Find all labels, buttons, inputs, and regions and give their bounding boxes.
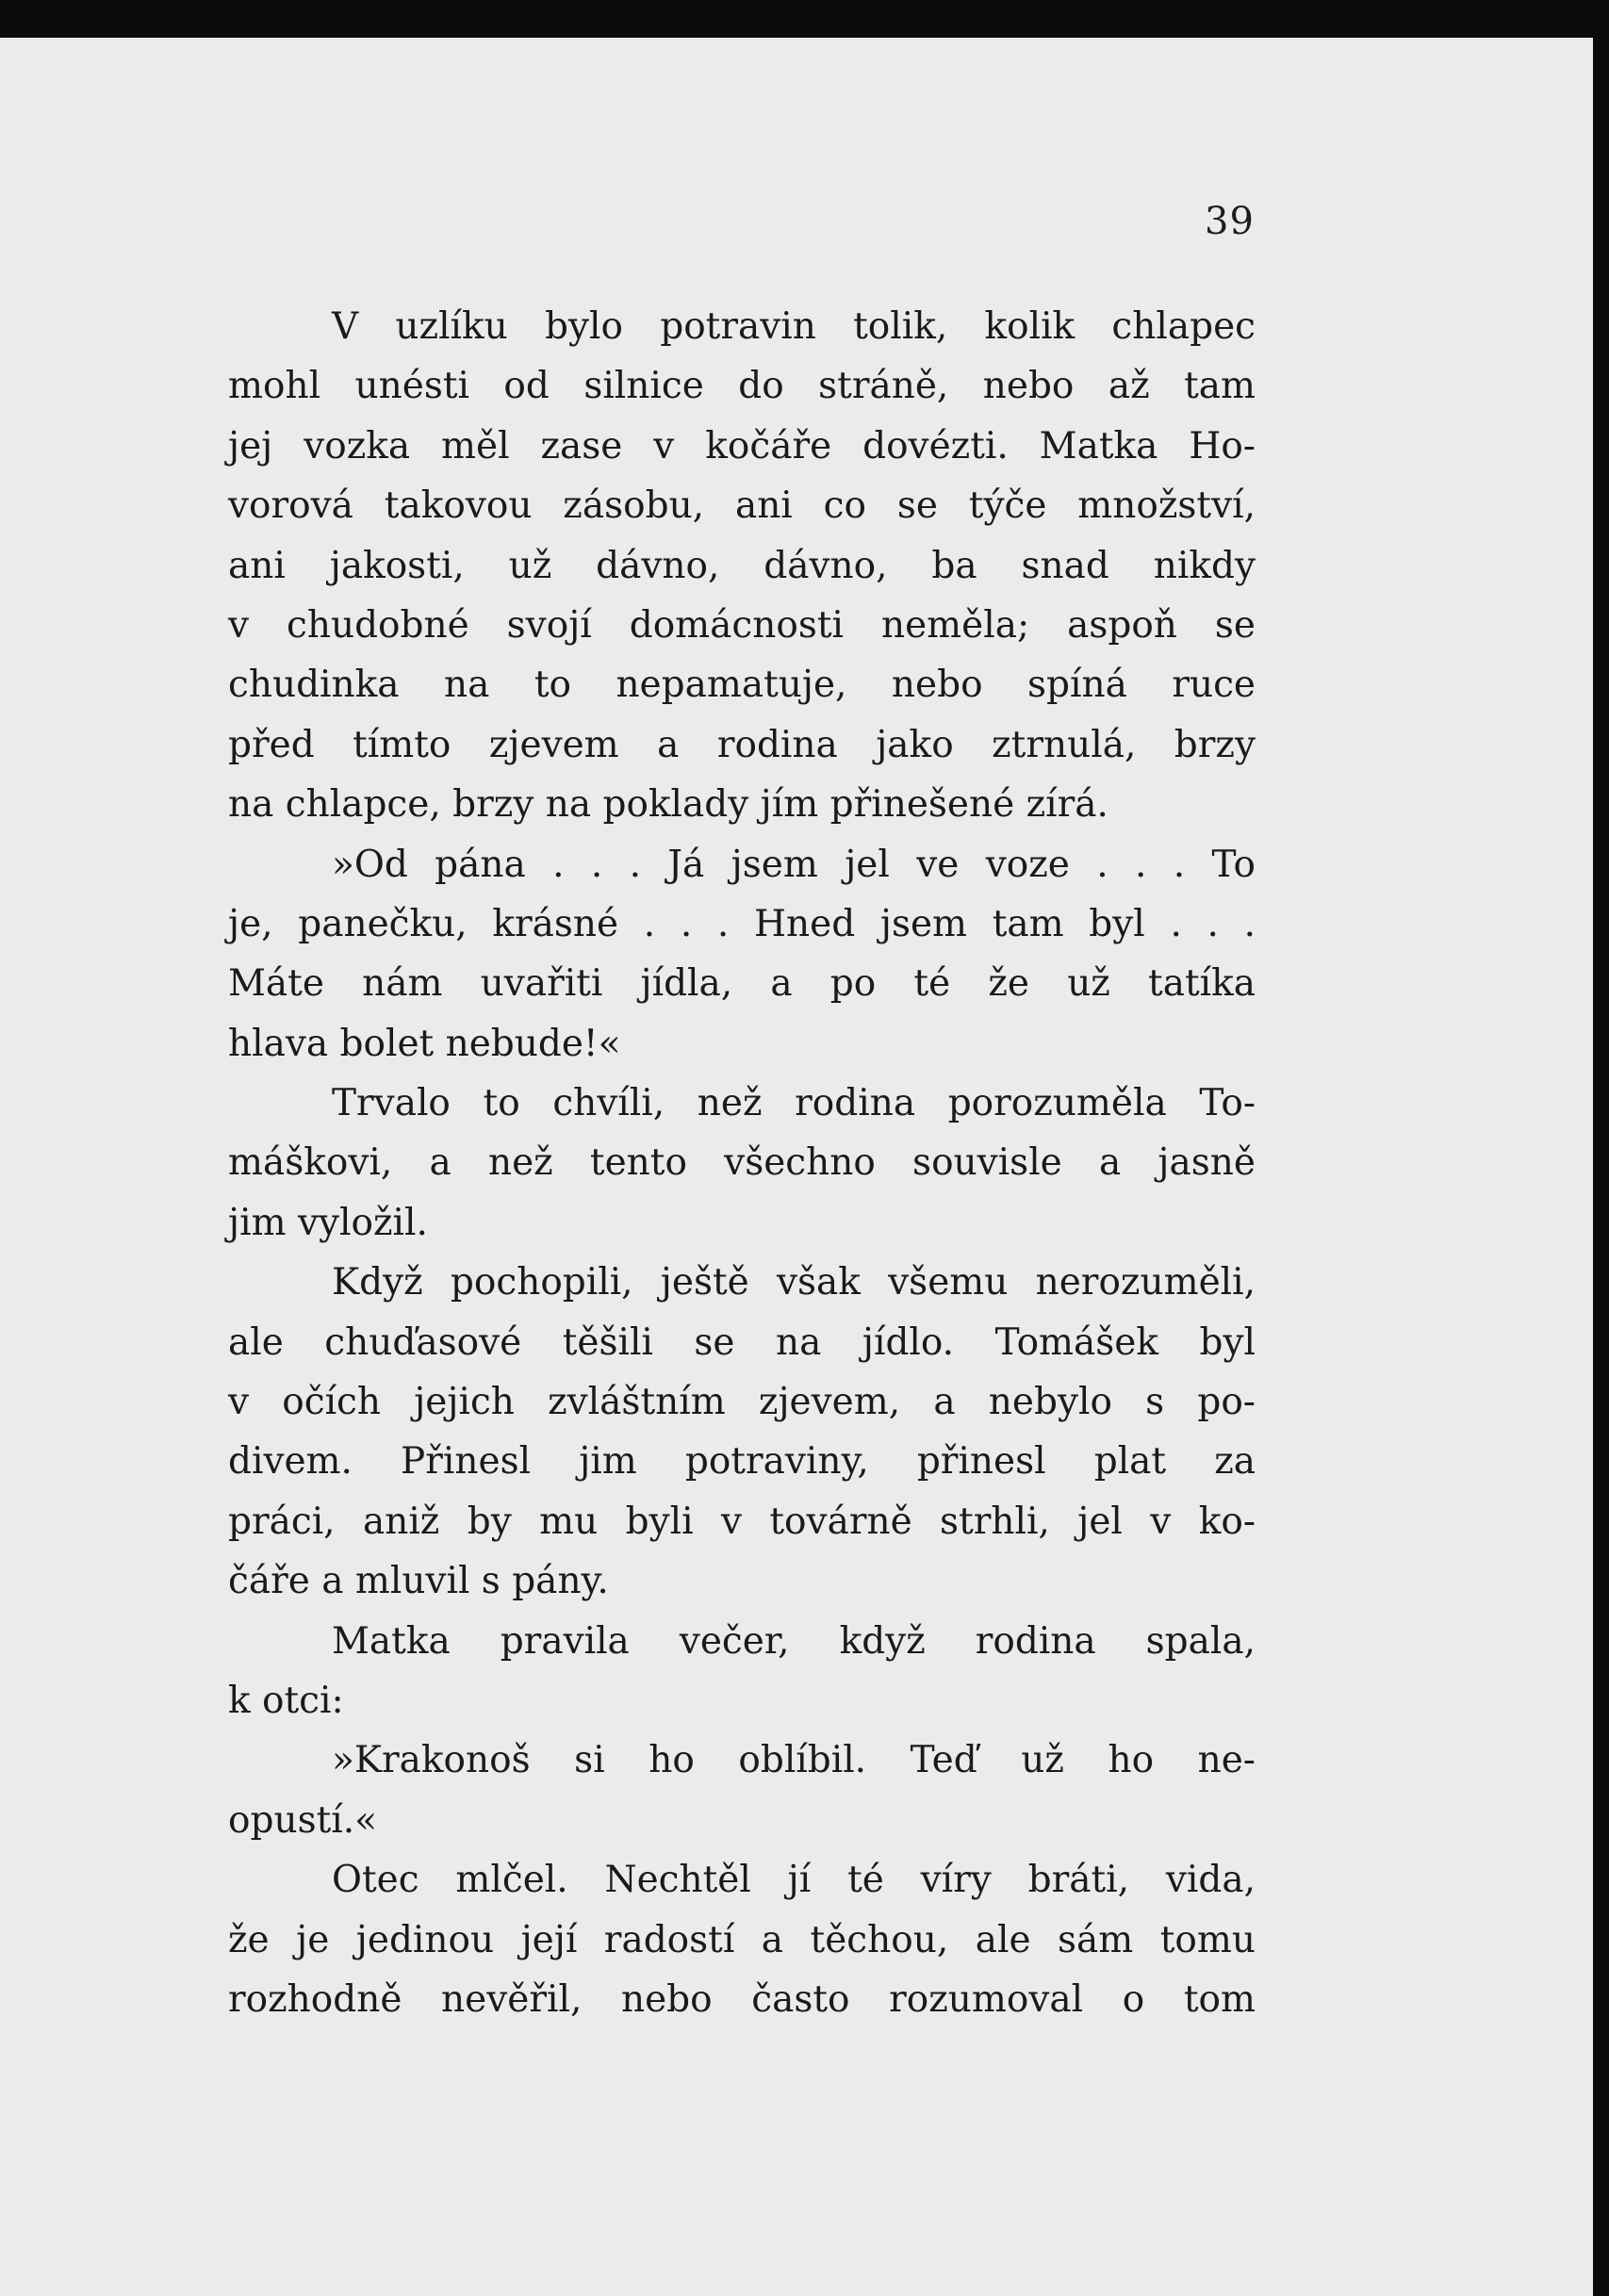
text-line: jim vyložil. xyxy=(228,1201,428,1244)
text-line: rozhodně nevěřil, nebo často rozumoval o tom xyxy=(228,1977,1256,2021)
text-line: ani jakosti, už dávno, dávno, ba snad nikdy xyxy=(228,544,1256,587)
text-line: divem. Přinesl jim potraviny, přinesl plat za xyxy=(228,1440,1256,1484)
text-line: jej vozka měl zase v kočáře dovézti. Matka Ho- xyxy=(228,424,1256,467)
book-page xyxy=(0,38,1593,2296)
text-line: práci, aniž by mu byli v továrně strhli, jel v ko- xyxy=(228,1500,1256,1543)
text-line: »Od pána . . . Já jsem jel ve voze . . . To xyxy=(332,843,1256,886)
body-text xyxy=(228,297,1256,2029)
text-line: opustí.« xyxy=(228,1798,377,1842)
text-line: ale chuďasové těšili se na jídlo. Tomášek byl xyxy=(228,1320,1256,1364)
text-line: vorová takovou zásobu, ani co se týče množství, xyxy=(228,484,1256,528)
text-line: že je jedinou její radostí a těchou, ale sám tomu xyxy=(228,1918,1256,1961)
text-line: před tímto zjevem a rodina jako ztrnulá, brzy xyxy=(228,723,1256,766)
text-line: v očích jejich zvláštním zjevem, a nebylo s po- xyxy=(228,1381,1256,1424)
text-line: k otci: xyxy=(228,1679,344,1722)
text-line: Trvalo to chvíli, než rodina porozuměla To- xyxy=(332,1082,1256,1125)
text-line: V uzlíku bylo potravin tolik, kolik chlapec xyxy=(332,305,1256,348)
text-line: »Krakonoš si ho oblíbil. Teď už ho ne- xyxy=(332,1739,1256,1782)
text-line: Matka pravila večer, když rodina spala, xyxy=(332,1619,1256,1663)
text-line: hlava bolet nebude!« xyxy=(228,1022,621,1065)
text-line: na chlapce, brzy na poklady jím přinešené zírá. xyxy=(228,783,1108,827)
text-line: máškovi, a než tento všechno souvisle a jasně xyxy=(228,1141,1256,1185)
text-line: Máte nám uvařiti jídla, a po té že už tatíka xyxy=(228,962,1256,1006)
text-line: je, panečku, krásné . . . Hned jsem tam byl . . . xyxy=(228,902,1256,945)
text-line: mohl unésti od silnice do stráně, nebo až tam xyxy=(228,365,1256,408)
text-line: v chudobné svojí domácnosti neměla; aspoň se xyxy=(228,603,1256,647)
text-line: čáře a mluvil s pány. xyxy=(228,1560,609,1603)
text-line: chudinka na to nepamatuje, nebo spíná ruce xyxy=(228,664,1256,707)
text-line: Otec mlčel. Nechtěl jí té víry bráti, vida, xyxy=(332,1859,1256,1902)
page-number: 39 xyxy=(1205,200,1255,243)
text-line: Když pochopili, ještě však všemu nerozuměli, xyxy=(332,1261,1256,1304)
